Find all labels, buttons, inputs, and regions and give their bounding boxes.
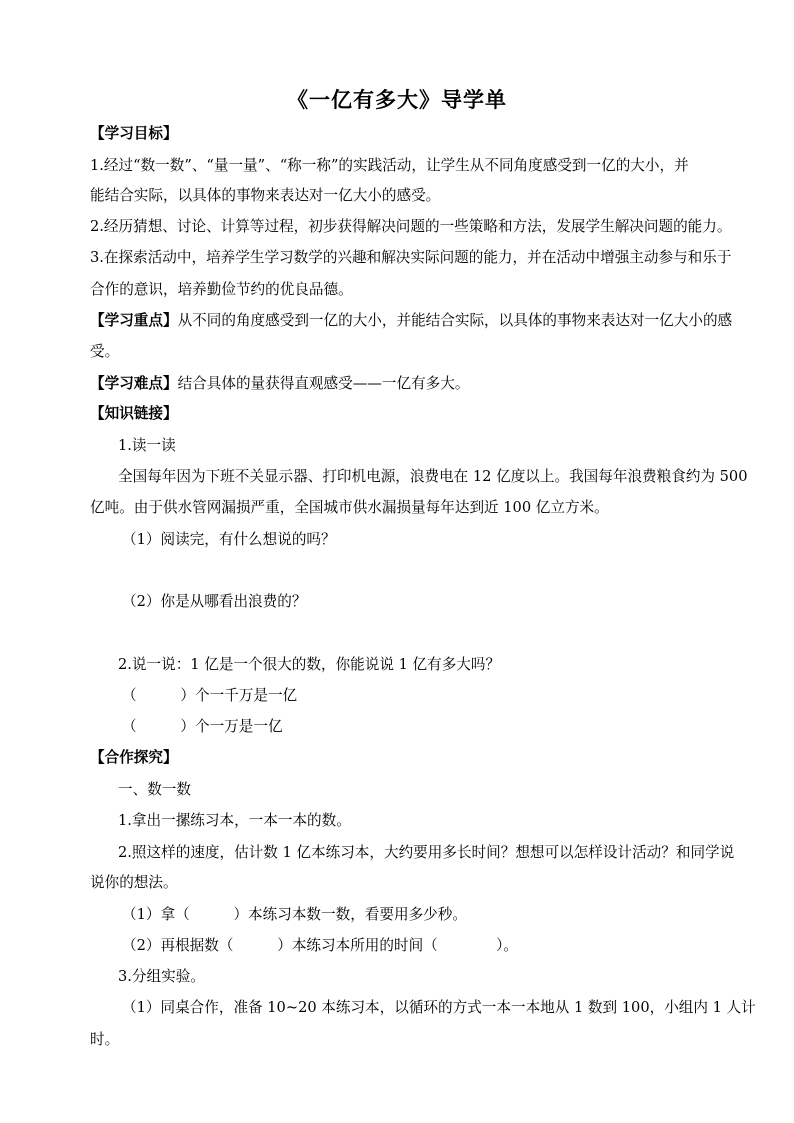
- question-1: （1）阅读完，有什么想说的吗？: [122, 531, 336, 548]
- say-heading: 2.说一说：1 亿是一个很大的数，你能说说 1 亿有多大吗？: [118, 656, 501, 673]
- objective-1-line-1: 1.经过“数一数”、“量一量”、“称一称”的实践活动，让学生从不同角度感受到一亿的大小，并: [90, 157, 689, 174]
- step-2-line-1: 2.照这样的速度，估计数 1 亿本练习本，大约要用多长时间？想想可以怎样设计活动？和同学说: [118, 844, 735, 861]
- reading-line-2: 亿吨。由于供水管网漏损严重，全国城市供水漏损量每年达到近 100 亿立方米。: [90, 499, 609, 516]
- sub-step-1: （1）拿（ ）本练习本数一数，看要用多少秒。: [122, 906, 467, 923]
- difficulty-label: 【学习难点】: [90, 375, 178, 392]
- count-heading: 一、数一数: [118, 781, 191, 798]
- section-heading-objectives: 【学习目标】: [90, 125, 178, 142]
- sub-step-2: （2）再根据数（ ）本练习本所用的时间（ ）。: [122, 937, 519, 954]
- experiment-line-2: 时。: [90, 1031, 120, 1048]
- key-points-line-2: 受。: [90, 343, 120, 360]
- key-points-label: 【学习重点】: [90, 312, 178, 329]
- step-3: 3.分组实验。: [118, 968, 205, 985]
- objective-1-line-2: 能结合实际，以具体的事物来表达对一亿大小的感受。: [90, 187, 441, 204]
- section-heading-cooperation: 【合作探究】: [90, 749, 178, 766]
- experiment-line-1: （1）同桌合作，准备 10~20 本练习本，以循环的方式一本一本地从 1 数到 100，小组内 1 人计: [122, 999, 756, 1016]
- difficulty: [90, 374, 469, 394]
- section-heading-knowledge: 【知识链接】: [90, 405, 178, 422]
- step-1: 1.拿出一摞练习本，一本一本的数。: [118, 812, 351, 829]
- objective-3-line-2: 合作的意识，培养勤俭节约的优良品德。: [90, 281, 353, 298]
- reading-line-1: 全国每年因为下班不关显示器、打印机电源，浪费电在 12 亿度以上。我国每年浪费粮食约为 500: [118, 468, 748, 485]
- difficulty-text: 结合具体的量获得直观感受——一亿有多大。: [177, 375, 470, 392]
- page-title: 《一亿有多大》导学单: [287, 87, 507, 112]
- blank-ten-thousand: （ ）个一万是一亿: [122, 718, 283, 735]
- step-2-line-2: 说你的想法。: [90, 874, 178, 891]
- question-2: （2）你是从哪看出浪费的？: [122, 593, 307, 610]
- key-points-text: 从不同的角度感受到一亿的大小，并能结合实际，以具体的事物来表达对一亿大小的感: [177, 312, 733, 329]
- objective-3-line-1: 3.在探索活动中，培养学生学习数学的兴趣和解决实际问题的能力，并在活动中增强主动参与和乐于: [90, 249, 732, 266]
- key-points: [90, 311, 732, 331]
- blank-ten-million: （ ）个一千万是一亿: [122, 687, 298, 704]
- read-heading: 1.读一读: [118, 437, 176, 454]
- objective-2: 2.经历猜想、讨论、计算等过程，初步获得解决问题的一些策略和方法，发展学生解决问题的能力。: [90, 218, 732, 235]
